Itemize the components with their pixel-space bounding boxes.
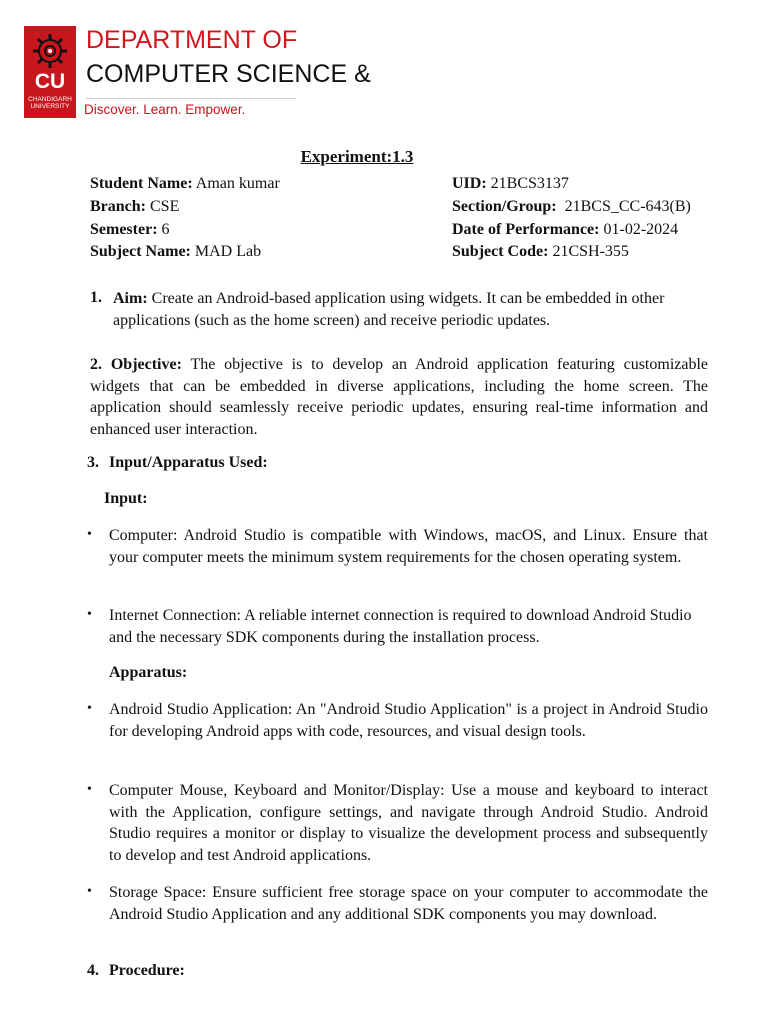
student-name-label: Student Name: bbox=[90, 175, 193, 192]
uid-row bbox=[452, 174, 569, 194]
subject-name-row bbox=[90, 242, 261, 262]
branch-label: Branch: bbox=[90, 198, 146, 215]
bullet-icon: • bbox=[87, 884, 92, 899]
aim-paragraph bbox=[113, 288, 723, 331]
apparatus-item-peripherals: Computer Mouse, Keyboard and Monitor/Display: Use a mouse and keyboard to interact with the Application, configure settings, and navigate through Android Studio. Android Studio requires a monitor or display to visualize the development process and subsequently to develop and test Android applications. bbox=[109, 782, 708, 864]
apparatus-heading: Apparatus: bbox=[109, 664, 188, 681]
bullet-icon: • bbox=[87, 527, 92, 542]
header-divider bbox=[86, 98, 296, 99]
apparatus-item-android-studio: Android Studio Application: An "Android Studio Application" is a project in Android Studio for developing Android apps with code, resources, and visual design tools. bbox=[109, 701, 708, 740]
aim-number: 1. bbox=[90, 289, 102, 306]
letterhead bbox=[24, 26, 384, 122]
section-row bbox=[452, 197, 691, 217]
input-apparatus-number: 3. bbox=[87, 454, 99, 471]
input-item-internet: Internet Connection: A reliable internet connection is required to download Android Studio and the necessary SDK components during the installation process. bbox=[109, 607, 692, 646]
uid-value: 21BCS3137 bbox=[490, 175, 569, 192]
section-label: Section/Group: bbox=[452, 198, 557, 215]
logo-university-text: CHANDIGARH UNIVERSITY bbox=[28, 96, 72, 110]
section-value: 21BCS_CC-643(B) bbox=[564, 198, 691, 215]
apparatus-item-storage: Storage Space: Ensure sufficient free storage space on your computer to accommodate the Android Studio Application and any additional SDK components you may download. bbox=[109, 884, 708, 923]
input-heading: Input: bbox=[104, 490, 148, 507]
subject-code-row bbox=[452, 242, 629, 262]
subject-name-value: MAD Lab bbox=[194, 243, 262, 260]
semester-row bbox=[90, 220, 170, 240]
input-item-computer: Computer: Android Studio is compatible with Windows, macOS, and Linux. Ensure that your computer meets the minimum system requirements for the chosen operating system. bbox=[109, 527, 708, 566]
subject-name-label: Subject Name: bbox=[90, 243, 191, 260]
bullet-icon: • bbox=[87, 607, 92, 622]
aim-label: Aim: bbox=[113, 290, 148, 307]
procedure-number: 4. bbox=[87, 962, 99, 979]
experiment-title: Experiment:1.3 bbox=[300, 147, 414, 166]
department-line-1: DEPARTMENT OF bbox=[86, 26, 298, 54]
university-logo bbox=[24, 26, 76, 118]
subject-code-value: 21CSH-355 bbox=[552, 243, 629, 260]
objective-paragraph bbox=[90, 354, 708, 440]
aim-text: Create an Android-based application using widgets. It can be embedded in other applications (such as the home screen) and receive periodic updates. bbox=[113, 290, 665, 329]
objective-number: 2. bbox=[90, 356, 102, 373]
subject-code-label: Subject Code: bbox=[452, 243, 549, 260]
uid-label: UID: bbox=[452, 175, 487, 192]
branch-row bbox=[90, 197, 179, 217]
input-apparatus-heading: Input/Apparatus Used: bbox=[109, 454, 268, 471]
objective-text: The objective is to develop an Android application featuring customizable widgets that can be embedded in diverse applications, including the home screen. The application should seamlessly receive periodic updates, ensuring real-time information and enhanced user interaction. bbox=[90, 356, 709, 438]
gear-emblem-icon bbox=[29, 31, 71, 71]
procedure-heading: Procedure: bbox=[109, 962, 185, 979]
bullet-icon: • bbox=[87, 701, 92, 716]
date-row bbox=[452, 220, 678, 240]
department-line-2: COMPUTER SCIENCE & bbox=[86, 60, 371, 88]
semester-label: Semester: bbox=[90, 221, 158, 238]
bullet-icon: • bbox=[87, 782, 92, 797]
student-name-row bbox=[90, 174, 280, 194]
date-value: 01-02-2024 bbox=[603, 221, 679, 238]
semester-value: 6 bbox=[161, 221, 170, 238]
department-line-3-clipped bbox=[86, 87, 296, 95]
objective-label: Objective: bbox=[110, 356, 182, 373]
date-label: Date of Performance: bbox=[452, 221, 600, 238]
branch-value: CSE bbox=[150, 198, 180, 215]
tagline: Discover. Learn. Empower. bbox=[84, 102, 246, 117]
student-name-value: Aman kumar bbox=[195, 175, 280, 192]
logo-cu-text: CU bbox=[34, 70, 66, 93]
